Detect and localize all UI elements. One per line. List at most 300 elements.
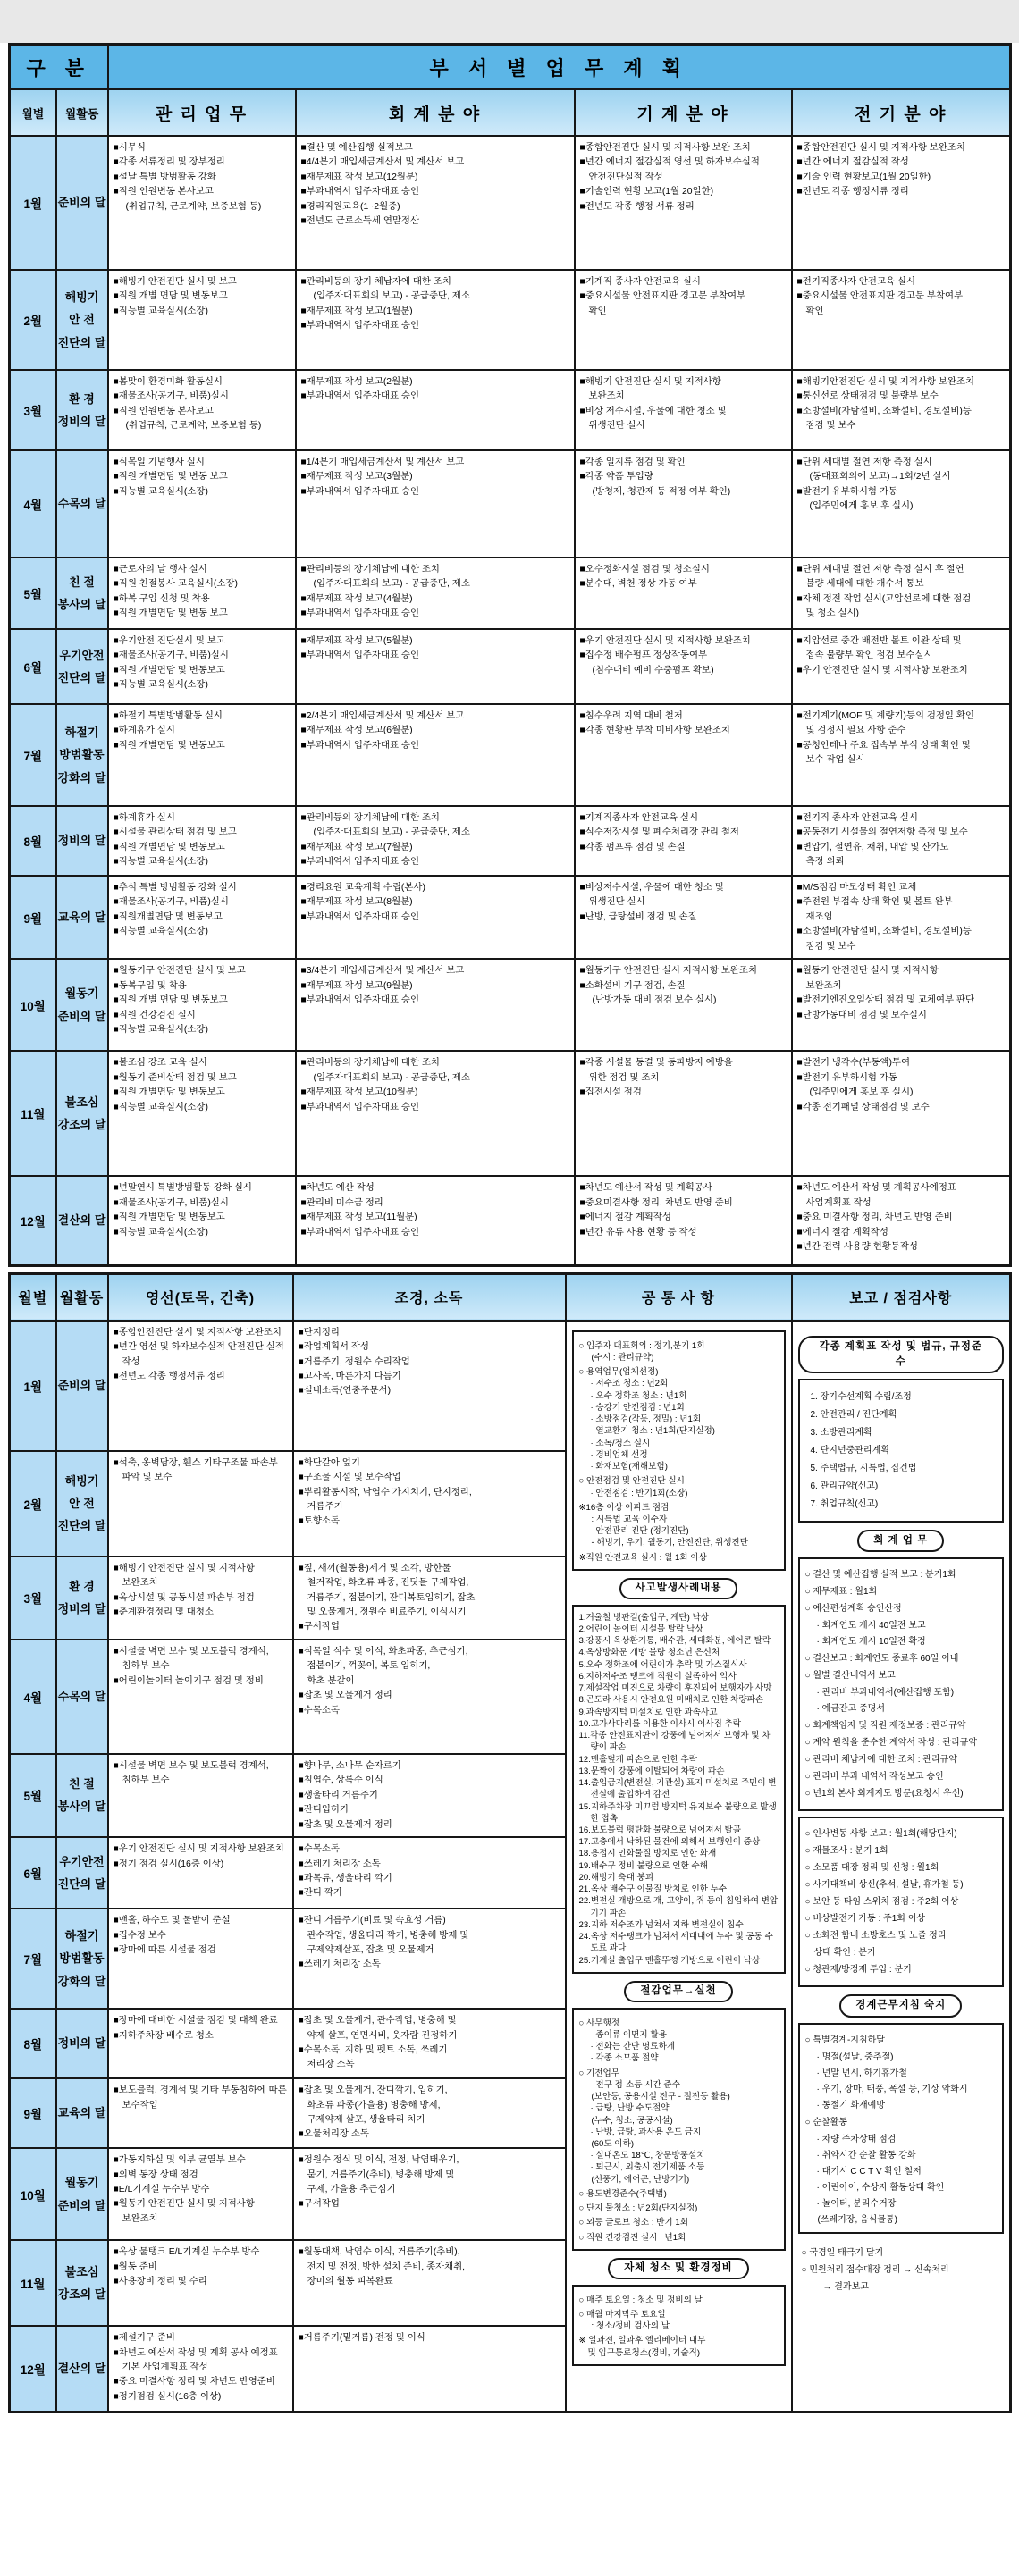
text-line: ■부과내역서 입주자대표 승인 bbox=[300, 995, 419, 1006]
text-line: ■경리요원 교육계획 수립(본사) bbox=[300, 883, 425, 893]
activity-line: 하절기 bbox=[64, 725, 99, 739]
month-cell: 5월 bbox=[10, 558, 56, 629]
text-line: 20.해빙기 축대 붕괴 bbox=[578, 1872, 654, 1883]
text-line: 16.보도블럭 평탄화 불량으로 넘어져서 탈골 bbox=[578, 1825, 742, 1835]
text-line: ■해빙기안전진단 실시 및 지적사항 보완조치 bbox=[796, 377, 974, 387]
text-line: ○ 외등 글로브 청소 : 반기 1회 bbox=[578, 2218, 688, 2228]
text-line: 5.오수 정화조에 어린이가 추락 및 가스질식사 bbox=[578, 1659, 747, 1670]
table2-column-header-row bbox=[10, 1273, 1011, 1321]
month-row bbox=[10, 1321, 1011, 1451]
section-title-wrap bbox=[798, 1994, 1005, 2017]
text-line: ■재무제표 작성 보고(3월분) bbox=[300, 472, 413, 482]
task-cell bbox=[108, 1557, 293, 1640]
text-line: ■월동기구 안전진단 실시 지적사항 보완조치 bbox=[579, 966, 757, 977]
activity-line: 우기안전 bbox=[59, 1854, 105, 1868]
task-cell bbox=[575, 629, 792, 704]
text-line: ■공동전기 시설물의 절연저항 측정 및 보수 bbox=[796, 827, 968, 838]
activity-line: 결산의 달 bbox=[57, 2362, 106, 2376]
text-line: 25.기계실 출입구 맨홀뚜껑 개방으로 어린이 낙상 bbox=[578, 1955, 761, 1966]
text-line: ■종합안전진단 실시 및 지적사항 보완 조치 bbox=[579, 143, 751, 153]
month-cell: 5월 bbox=[10, 1754, 56, 1837]
text-line: 불량 세대에 대한 개수서 통보 bbox=[805, 579, 924, 590]
text-line: 처리장 소독 bbox=[307, 2060, 355, 2070]
text-line: ■수목소독, 지하 및 펫트 소독, 쓰레기 bbox=[298, 2044, 448, 2055]
task-cell bbox=[108, 806, 296, 876]
month-cell: 7월 bbox=[10, 1909, 56, 2009]
text-line: ■잡초 및 오물제거 정리 bbox=[298, 1691, 392, 1701]
month-cell: 1월 bbox=[10, 1321, 56, 1451]
text-line: → 결과보고 bbox=[822, 2281, 869, 2292]
text-line: ■재무제표 작성 보고(12월분) bbox=[300, 172, 418, 182]
text-line: ■재무제표 작성 보고(11월분) bbox=[300, 1212, 417, 1223]
text-line: ■년간 유류 사용 현황 등 작성 bbox=[579, 1227, 697, 1238]
text-line: ■차년도 예산서 작성 및 계획공사 bbox=[579, 1183, 712, 1194]
text-line: 7. 취업규칙(신고) bbox=[810, 1499, 879, 1510]
text-line: · 각종 소모품 절약 bbox=[590, 2053, 659, 2064]
text-line: ■차년도 예산서 작성 및 계획공사예정표 bbox=[796, 1183, 956, 1194]
text-line: ■지하주차장 배수로 청소 bbox=[113, 2030, 214, 2041]
text-line: 거름주기 bbox=[307, 1502, 343, 1512]
text-line: 22.변전실 개방으로 개, 고양이, 쥐 등이 침입하여 변압기기 파손 bbox=[578, 1896, 779, 1918]
text-line: ■발전기 유부하시험 가동 bbox=[796, 1072, 897, 1083]
text-line: 13.문짝이 강풍에 이탈되어 차량이 파손 bbox=[578, 1766, 725, 1776]
text-line: 17.고층에서 낙하된 물건에 의해서 보행인이 중상 bbox=[578, 1837, 761, 1848]
text-line: ■4/4분기 매입세금계산서 및 계산서 보고 bbox=[300, 157, 465, 168]
section-plain bbox=[798, 2239, 1005, 2297]
text-line: · 관리비 부과내역서(예산집행 포함) bbox=[816, 1688, 955, 1699]
task-cell bbox=[792, 450, 1011, 558]
text-line: 4.옥상방화문 개방 불량 청소년 은신처 bbox=[578, 1648, 720, 1658]
col-accounting: 회 계 분 야 bbox=[296, 89, 575, 136]
text-line: (동대표회의에 보고)→1회/2년 실시 bbox=[809, 472, 951, 482]
col-activity: 월활동 bbox=[56, 89, 108, 136]
text-line: · 안전점검 : 반기1회(소장) bbox=[590, 1488, 688, 1498]
task-cell bbox=[108, 704, 296, 806]
text-line: ■정원수 정식 및 이식, 전정, 낙엽태우기, bbox=[298, 2155, 459, 2166]
text-line: ■사용장비 정리 및 수리 bbox=[113, 2276, 207, 2287]
gubun-header: 구 분 bbox=[10, 45, 108, 90]
activity-line: 교육의 달 bbox=[57, 910, 106, 924]
text-line: ■집전시설 점검 bbox=[579, 1087, 642, 1098]
text-line: ■관리비등의 장기체납에 대한 조치 bbox=[300, 1058, 440, 1069]
text-line: ■재무제표 작성 보고(8월분) bbox=[300, 897, 413, 908]
activity-line: 수목의 달 bbox=[57, 497, 106, 511]
text-line: ○ 직원 건강검진 실시 : 년1회 bbox=[578, 2232, 686, 2243]
text-line: 재조임 bbox=[805, 911, 833, 922]
text-line: · 회계연도 개시 40일전 보고 bbox=[816, 1621, 926, 1632]
task-cell bbox=[108, 1640, 293, 1754]
text-line: ■장마에 대비한 시설물 점검 및 대책 완료 bbox=[113, 2016, 278, 2026]
text-line: 15.지하주차장 미끄럼 방지턱 유지보수 불량으로 발생한 접촉 bbox=[578, 1801, 777, 1824]
text-line: · 퇴근시, 외출시 전기제품 소등 bbox=[590, 2162, 705, 2173]
text-line: ■재무제표 작성 보고(2월분) bbox=[300, 377, 413, 387]
activity-line: 정비의 달 bbox=[57, 415, 106, 428]
text-line: · 취약시간 순찰 활동 강화 bbox=[816, 2150, 916, 2161]
task-cell bbox=[293, 1451, 566, 1557]
text-line: ■직원 인원변동 본사보고 bbox=[113, 187, 214, 197]
text-line: ■재무제표 작성 보고(6월분) bbox=[300, 726, 413, 736]
text-line: (난방가동 대비 점검 보수 실시) bbox=[592, 995, 717, 1006]
text-line: ■각종 약품 투입량 bbox=[579, 472, 653, 482]
text-line: ※16층 이상 아파트 점검 bbox=[578, 1502, 670, 1513]
text-line: ■단지정리 bbox=[298, 1327, 340, 1338]
task-cell bbox=[296, 704, 575, 806]
text-line: 위생진단 실시 bbox=[588, 897, 645, 908]
text-line: 파악 및 보수 bbox=[122, 1473, 173, 1483]
table1-body bbox=[10, 136, 1011, 1265]
text-line: ■재물조사(공기구, 비품)실시 bbox=[113, 391, 229, 402]
month-row bbox=[10, 450, 1011, 558]
text-line: 작성 bbox=[122, 1356, 140, 1367]
text-line: ■발전기 냉각수(부동액)투여 bbox=[796, 1058, 910, 1069]
text-line: ■우기 안전진단 실시 및 지적사항 보완조치 bbox=[113, 1844, 284, 1855]
text-line: 거름주기, 접붙이기, 잔디복토입히기, 잡초 bbox=[307, 1592, 476, 1603]
task-cell bbox=[296, 959, 575, 1051]
text-line: 2. 안전관리 / 진단계획 bbox=[810, 1410, 897, 1421]
text-line: ■직원 개별 면담 및 변동보고 bbox=[113, 995, 228, 1006]
text-line: 상태 확인 : 분기 bbox=[813, 1948, 876, 1959]
text-line: ■재무제표 작성 보고(5월분) bbox=[300, 636, 413, 646]
text-line: ■거름주기(밑거름) 전정 및 이식 bbox=[298, 2333, 425, 2344]
text-line: ■직능별 교육실시(소장) bbox=[113, 927, 208, 937]
text-line: ■부과내역서 입주자대표 승인 bbox=[300, 187, 419, 197]
text-line: ■비상 저수시설, 우물에 대한 청소 및 bbox=[579, 406, 727, 416]
month-cell: 1월 bbox=[10, 136, 56, 270]
text-line: · 종이류 이면지 활용 bbox=[590, 2029, 667, 2040]
col-landscape: 조경, 소독 bbox=[293, 1273, 566, 1321]
task-cell bbox=[293, 2148, 566, 2240]
text-line: ※직원 안전교육 실시 : 월 1회 이상 bbox=[578, 1552, 707, 1563]
text-line: ※ 일과전, 일과후 엘리베이터 내부 bbox=[578, 2336, 706, 2346]
text-line: · 오수 정화조 청소 : 년1회 bbox=[590, 1390, 687, 1401]
text-line: (입주자대표회의 보고) - 공급중단, 제소 bbox=[313, 579, 470, 590]
text-line: ■기술인력 현황 보고(1월 20일한) bbox=[579, 187, 714, 197]
text-line: ■오물처리장 소독 bbox=[298, 2129, 369, 2140]
text-line: ■중요시설물 안전표지판 경고문 부착여부 bbox=[796, 291, 964, 302]
task-cell bbox=[792, 370, 1011, 450]
text-line: ■M/S점검 마모상태 확인 교체 bbox=[796, 883, 917, 893]
text-line: - 해빙기, 우기, 월동기, 안전진단, 위생진단 bbox=[591, 1538, 748, 1548]
activity-line: 방범활동 bbox=[59, 748, 105, 762]
text-line: ■난방가동대비 점검 및 보수실시 bbox=[796, 1010, 927, 1020]
month-row bbox=[10, 1051, 1011, 1176]
text-line: ■월동기 준비상태 점검 및 보고 bbox=[113, 1072, 237, 1083]
text-line: ■년간 영선 및 하자보수실적 안전진단 실적 bbox=[113, 1342, 284, 1353]
month-row bbox=[10, 806, 1011, 876]
task-cell bbox=[293, 1321, 566, 1451]
task-cell bbox=[293, 1754, 566, 1837]
text-line: (쓰레기장, 음식물통) bbox=[817, 2214, 897, 2225]
text-line: ■전년도 각종 행정서류 정리 bbox=[113, 1372, 225, 1381]
task-cell bbox=[108, 1051, 296, 1176]
report-check-cell bbox=[792, 1321, 1011, 2412]
text-line: ■재무제표 작성 보고(7월분) bbox=[300, 842, 413, 852]
text-line: ○ 단지 물청소 : 년2회(단지실정) bbox=[578, 2203, 698, 2214]
activity-line: 준비의 달 bbox=[57, 2198, 106, 2212]
text-line: · 급탕, 난방 수도절약 bbox=[590, 2103, 670, 2114]
text-line: ■관리비 미수금 정리 bbox=[300, 1197, 383, 1208]
text-line: ■직원개별면담 및 변동보고 bbox=[113, 911, 223, 922]
month-cell: 9월 bbox=[10, 2078, 56, 2148]
text-line: ■우기안전 진단실시 및 보고 bbox=[113, 636, 225, 646]
text-line: ○ 사기대책비 상신(추석, 설날, 휴가철 등) bbox=[804, 1880, 964, 1891]
table1-column-header-row bbox=[10, 89, 1011, 136]
section-box bbox=[572, 1605, 786, 1974]
text-line: ■동복구입 및 착용 bbox=[113, 980, 187, 991]
activity-line: 결산의 달 bbox=[57, 1213, 106, 1228]
task-cell bbox=[296, 450, 575, 558]
text-line: ■설날 특별 방범활동 강화 bbox=[113, 172, 216, 182]
month-cell: 2월 bbox=[10, 1451, 56, 1557]
month-cell: 11월 bbox=[10, 2240, 56, 2326]
text-line: · 전화는 간단 명료하게 bbox=[590, 2042, 676, 2052]
month-activity-cell bbox=[56, 1176, 108, 1265]
text-line: ■년간 에너지 절감실적 영선 및 하자보수실적 bbox=[579, 157, 760, 168]
month-cell: 6월 bbox=[10, 1837, 56, 1909]
text-line: · 안전관리 진단 (정기진단) bbox=[590, 1526, 689, 1537]
task-cell bbox=[792, 876, 1011, 959]
activity-line: 강화의 달 bbox=[57, 1974, 106, 1988]
text-line: 1. 장기수선계획 수립/조정 bbox=[810, 1392, 912, 1403]
text-line: 3.강풍시 옥상환기통, 배수관, 세대화분, 에어콘 탈락 bbox=[578, 1636, 771, 1647]
text-line: 19.배수구 정비 불량으로 인한 수해 bbox=[578, 1860, 708, 1871]
text-line: ■토향소독 bbox=[298, 1516, 340, 1527]
text-line: 점검 및 보수 bbox=[805, 421, 856, 432]
text-line: ■수목소독 bbox=[298, 1705, 340, 1716]
task-cell bbox=[293, 2240, 566, 2326]
text-line: · 동절기 화재예방 bbox=[816, 2100, 886, 2110]
section-box bbox=[798, 1379, 1005, 1523]
task-cell bbox=[792, 270, 1011, 370]
text-line: 1.겨울철 빙판길(출입구, 계단) 낙상 bbox=[578, 1612, 710, 1623]
text-line: ■우기 안전진단 실시 및 지적사항 보완조치 bbox=[579, 636, 751, 646]
text-line: ■직원 개별면담 및 변동보고 bbox=[113, 1212, 225, 1223]
task-cell bbox=[792, 806, 1011, 876]
text-line: ○ 특별경계-지침하달 bbox=[804, 2035, 885, 2045]
text-line: 및 오물제거, 정원수 비료주기, 이식시기 bbox=[307, 1607, 467, 1617]
text-line: ○ 회계책임자 및 직원 재정보증 : 관리규약 bbox=[804, 1721, 966, 1732]
text-line: ■실내소독(연중주문서) bbox=[298, 1386, 392, 1397]
section-box bbox=[798, 1817, 1005, 1987]
text-line: 7.제설작업 미진으로 차량이 후진되어 보행자가 사망 bbox=[578, 1683, 772, 1694]
text-line: ■월동대책, 낙엽수 이식, 거름주기(추비), bbox=[298, 2247, 460, 2258]
section-title-wrap bbox=[572, 1981, 786, 2002]
month-cell: 7월 bbox=[10, 704, 56, 806]
month-cell: 11월 bbox=[10, 1051, 56, 1176]
text-line: ■전기직 종사자 안전교육 실시 bbox=[796, 813, 918, 823]
text-line: 침하부 보수 bbox=[122, 1775, 170, 1786]
month-activity-cell bbox=[56, 806, 108, 876]
text-line: ■식수저장시설 및 폐수처리장 관리 철저 bbox=[579, 827, 739, 838]
text-line: 9.과속방지턱 미설치로 인한 과속사고 bbox=[578, 1707, 718, 1717]
month-cell: 12월 bbox=[10, 2326, 56, 2412]
text-line: ■직원 친절봉사 교육실시(소장) bbox=[113, 579, 238, 590]
text-line: ■집수정 배수펌프 정상작동여부 bbox=[579, 650, 708, 661]
text-line: 및 입구통로청소(경비, 기술직) bbox=[587, 2347, 701, 2358]
section-title-oval: 경계근무지침 숙지 bbox=[839, 1994, 962, 2017]
section-title-oval: 회 계 업 무 bbox=[857, 1530, 944, 1552]
text-line: 위한 점검 및 조치 bbox=[588, 1072, 660, 1083]
text-line: ○ 용도변경준수(주택법) bbox=[578, 2188, 667, 2199]
month-row bbox=[10, 629, 1011, 704]
month-activity-cell bbox=[56, 2078, 108, 2148]
text-line: 사업계획표 작성 bbox=[805, 1197, 872, 1208]
section-title-oval: 사고발생사례내용 bbox=[619, 1578, 738, 1599]
activity-line: 준비의 달 bbox=[57, 1009, 106, 1023]
text-line: ■부과내역서 입주자대표 승인 bbox=[300, 1102, 419, 1112]
text-line: (입주자대표회의 보고) - 공급중단, 제소 bbox=[313, 1072, 470, 1083]
text-line: ■분수대, 벽천 정상 가동 여부 bbox=[579, 579, 697, 590]
month-activity-cell bbox=[56, 136, 108, 270]
text-line: · 예금잔고 증명서 bbox=[816, 1704, 886, 1715]
text-line: ■옥상 물탱크 E/L기계실 누수부 방수 bbox=[113, 2247, 260, 2258]
activity-line: 준비의 달 bbox=[57, 196, 106, 210]
text-line: 및 청소 실시) bbox=[805, 608, 859, 619]
month-activity-cell bbox=[56, 1909, 108, 2009]
text-line: ■고사목, 마른가지 다듬기 bbox=[298, 1372, 401, 1381]
text-line: · 어린아이, 수상자 활동상태 확인 bbox=[816, 2182, 945, 2193]
text-line: ■정기점검 실시(16층 이상) bbox=[113, 2391, 222, 2402]
activity-line: 안 전 bbox=[69, 1497, 95, 1511]
text-line: 2.어린이 놀이터 시설물 탈락 낙상 bbox=[578, 1624, 703, 1634]
text-line: (입주자대표회의 보고) - 공급중단, 제소 bbox=[313, 291, 470, 302]
text-line: · 년말 년시, 하기휴가철 bbox=[816, 2068, 907, 2078]
common-items-cell bbox=[566, 1321, 792, 2412]
text-line: ○ 결산 및 예산집행 실적 보고 : 분기1회 bbox=[804, 1570, 956, 1581]
text-line: 관수작업, 생울타리 깍기, 병충해 방제 및 bbox=[307, 1930, 469, 1941]
task-cell bbox=[575, 704, 792, 806]
text-line: ■침수우려 지역 대비 철저 bbox=[579, 711, 683, 721]
text-line: ■2/4분기 매입세금계산서 및 계산서 보고 bbox=[300, 711, 465, 721]
text-line: ■생울타리 거름주기 bbox=[298, 1790, 378, 1800]
task-cell bbox=[296, 1051, 575, 1176]
text-line: ■해빙기 안전진단 실시 및 보고 bbox=[113, 277, 237, 287]
text-line: ■향나무, 소나무 순자르기 bbox=[298, 1760, 401, 1771]
text-line: ■부과내역서 입주자대표 승인 bbox=[300, 391, 419, 402]
text-line: · 저수조 청소 : 년2회 bbox=[590, 1379, 669, 1389]
text-line: ■부과내역서 입주자대표 승인 bbox=[300, 1227, 419, 1238]
text-line: ■작업계획서 작성 bbox=[298, 1342, 369, 1353]
text-line: ■중요 미결사항 정리 및 차년도 반영준비 bbox=[113, 2377, 275, 2387]
task-cell bbox=[108, 270, 296, 370]
col-month: 월별 bbox=[10, 89, 56, 136]
task-cell bbox=[108, 450, 296, 558]
month-activity-cell bbox=[56, 1557, 108, 1640]
month-activity-cell bbox=[56, 558, 108, 629]
activity-line: 진단의 달 bbox=[57, 671, 106, 684]
month-row bbox=[10, 136, 1011, 270]
section-title-wrap bbox=[798, 1530, 1005, 1552]
task-cell bbox=[296, 558, 575, 629]
text-line: ○ 사무행정 bbox=[578, 2018, 620, 2028]
text-line: ■각종 펌프류 점검 및 손질 bbox=[579, 842, 686, 852]
activity-line: 교육의 달 bbox=[57, 2106, 106, 2120]
text-line: ■중요시설물 안전표지판 경고문 부착여부 bbox=[579, 291, 746, 302]
text-line: 14.출입금지(변전실, 기관실) 표지 미설치로 주민이 변전실에 출입하여 감전 bbox=[578, 1778, 777, 1800]
month-row bbox=[10, 959, 1011, 1051]
text-line: (보안등, 공용시설 전구 - 절전등 활용) bbox=[591, 2092, 730, 2102]
text-line: (선풍기, 에어콘, 난방기기) bbox=[591, 2174, 690, 2185]
text-line: 철거작업, 화초류 파종, 진딧물 구제작업, bbox=[307, 1578, 469, 1589]
month-cell: 4월 bbox=[10, 450, 56, 558]
text-line: ■재무제표 작성 보고(9월분) bbox=[300, 980, 413, 991]
text-line: 기본 사업계획표 작성 bbox=[122, 2362, 208, 2372]
text-line: ■맨홀, 하수도 및 물받이 준설 bbox=[113, 1916, 231, 1926]
text-line: ■직원 건강검진 실시 bbox=[113, 1010, 196, 1020]
text-line: 보완조치 bbox=[122, 1578, 158, 1589]
text-line: 11.각종 안전표지판이 강풍에 넘어져서 보행자 및 차량이 파손 bbox=[578, 1731, 771, 1753]
text-line: ■월동기구 안전진단 실시 및 보고 bbox=[113, 966, 246, 977]
task-cell bbox=[108, 2148, 293, 2240]
col-electrical: 전 기 분 야 bbox=[792, 89, 1011, 136]
month-row bbox=[10, 370, 1011, 450]
activity-line: 하절기 bbox=[64, 1929, 99, 1943]
task-cell bbox=[296, 136, 575, 270]
text-line: ■불조심 강조 교육 실시 bbox=[113, 1058, 207, 1069]
text-line: ■기술 인력 현황보고(1월 20일한) bbox=[796, 172, 931, 182]
text-line: ■재무제표 작성 보고(10월분) bbox=[300, 1087, 418, 1098]
text-line: 측정 의뢰 bbox=[805, 857, 845, 868]
activity-line: 환 경 bbox=[69, 391, 95, 406]
text-line: · 화재보험(재해보험) bbox=[590, 1462, 668, 1473]
task-cell bbox=[108, 2326, 293, 2412]
text-line: ■뿌리활동시작, 낙엽수 가지치기, 단지정리, bbox=[298, 1487, 472, 1498]
text-line: ○ 입주자 대표회의 : 정기,분기 1회 bbox=[578, 1340, 705, 1351]
text-line: 보완조치 bbox=[805, 980, 842, 991]
text-line: ■석축, 옹벽담장, 휀스 기타구조물 파손부 bbox=[113, 1457, 278, 1468]
text-line: · 명절(설날, 중추절) bbox=[816, 2052, 894, 2062]
text-line: 묻기, 거름주기(추비), 병충해 방제 및 bbox=[307, 2169, 455, 2180]
text-line: 5. 주택법규, 시특법, 집건법 bbox=[810, 1464, 917, 1474]
text-line: 침하부 보수 bbox=[122, 1661, 170, 1672]
activity-line: 불조심 bbox=[64, 1095, 99, 1109]
text-line: 12.맨홀덮개 파손으로 인한 추락 bbox=[578, 1754, 698, 1765]
text-line: ■거름주기, 정원수 수리작업 bbox=[298, 1356, 410, 1367]
text-line: ■월동 준비 bbox=[113, 2261, 157, 2272]
section-title-wrap bbox=[572, 1578, 786, 1599]
col-month: 월별 bbox=[10, 1273, 56, 1321]
month-activity-cell bbox=[56, 1837, 108, 1909]
activity-line: 정비의 달 bbox=[57, 1602, 106, 1616]
text-line: 10.고가사다리를 이용한 이사시 이사짐 추락 bbox=[578, 1718, 742, 1729]
text-line: ■부과내역서 입주자대표 승인 bbox=[300, 650, 419, 661]
task-cell bbox=[293, 2009, 566, 2078]
text-line: ■직원 개별면담 및 변동보고 bbox=[113, 665, 225, 675]
task-cell bbox=[108, 876, 296, 959]
text-line: ■집수정 보수 bbox=[113, 1930, 166, 1941]
task-cell bbox=[293, 1837, 566, 1909]
text-line: ■재물조사(공기구, 비품)실시 bbox=[113, 1197, 229, 1208]
text-line: ○ 관리비 체납자에 대한 조치 : 관리규약 bbox=[804, 1755, 957, 1766]
table1-title-row bbox=[10, 45, 1011, 90]
activity-line: 월동기 bbox=[64, 986, 99, 1001]
month-cell: 2월 bbox=[10, 270, 56, 370]
text-line: ■비상저수시설, 우물에 대한 청소 및 bbox=[579, 883, 724, 893]
task-cell bbox=[296, 876, 575, 959]
text-line: 보수작업 bbox=[122, 2100, 158, 2110]
text-line: 접속 불량부 확인 점검 보수실시 bbox=[805, 650, 933, 661]
text-line: 구제, 가을용 추근심기 bbox=[307, 2184, 396, 2194]
month-cell: 8월 bbox=[10, 2009, 56, 2078]
text-line: ■년간 에너지 절감실적 작성 bbox=[796, 157, 909, 168]
text-line: ■통신선로 상태점검 및 불량부 보수 bbox=[796, 391, 939, 402]
text-line: ○ 비상발전기 가동 : 주1회 이상 bbox=[804, 1914, 926, 1925]
activity-line: 환 경 bbox=[69, 1579, 95, 1593]
task-cell bbox=[792, 629, 1011, 704]
section-title-oval: 자체 청소 및 환경정비 bbox=[608, 2258, 749, 2279]
activity-line: 정비의 달 bbox=[57, 2036, 106, 2051]
text-line: ■각종 일지류 점검 및 확인 bbox=[579, 457, 686, 467]
